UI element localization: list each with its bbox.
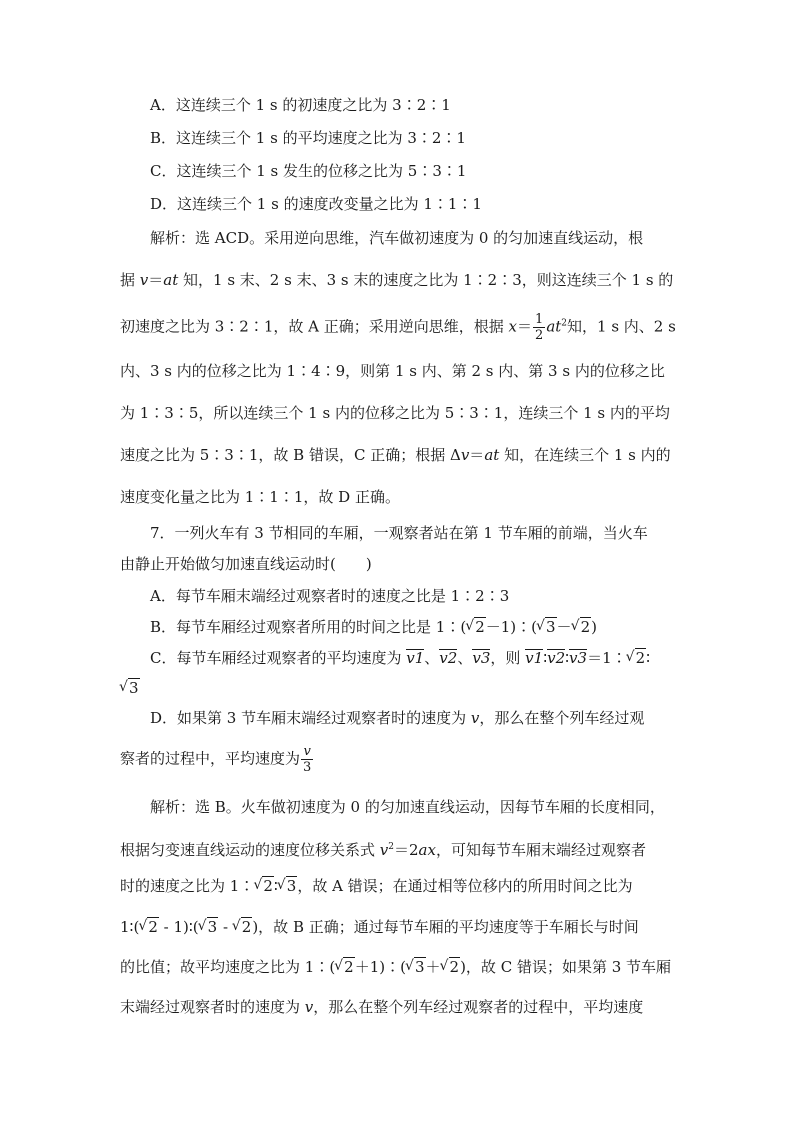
q6-analysis-line: 速度变化量之比为 1∶1∶1，故 D 正确。 [120,488,400,506]
q6-analysis-line: 为 1∶3∶5，所以连续三个 1 s 内的位移之比为 5∶3∶1，连续三个 1 s 内的平均 [120,404,670,422]
q7-analysis-line: 的比值；故平均速度之比为 1∶(√ 2＋1)∶(√ 3＋√ 2)，故 C 错误；如果第 3 节车厢 [120,957,671,977]
q6-analysis-line: 初速度之比为 3∶2∶1，故 A 正确；采用逆向思维，根据 x＝ $\frac{1}{2}$ $at^2$知，1 s 内、2 s [120,312,676,343]
q7-analysis-line: 1∶(√ 2 - 1)∶(√ 3 - √ 2)，故 B 正确；通过每节车厢的平均速度等于车厢长与时间 [120,917,639,937]
q6-analysis-line: 速度之比为 5∶3∶1，故 B 错误，C 正确；根据 Δv＝at 知，在连续三个 1 s 内的 [120,446,671,464]
fraction-one-half: $\frac{1}{2}$ [535,312,544,343]
q7-option-c-cont: √ 3 [120,678,140,698]
q6-analysis-line: 据 v＝at 知，1 s 末、2 s 末、3 s 末的速度之比为 1∶2∶3，则这连续三个 1 s 的 [120,271,674,289]
q7-option-a: A．每节车厢末端经过观察者时的速度之比是 1∶2∶3 [150,587,510,605]
q7-option-c: C．每节车厢经过观察者的平均速度为 v1、 v2、 v3，则 v1∶ v2∶ v3＝1∶√ 2∶ [150,648,650,668]
q7-analysis-line: 根据匀变速直线运动的速度位移关系式 $v^2=2ax$，可知每节车厢末端经过观察者 [120,841,646,859]
q6-analysis-line: 内、3 s 内的位移之比为 1∶4∶9，则第 1 s 内、第 2 s 内、第 3 s 内的位移之比 [120,362,665,380]
q6-analysis-line: 解析：选 ACD。采用逆向思维，汽车做初速度为 0 的匀加速直线运动，根 [150,229,644,247]
q7-analysis-line: 时的速度之比为 1∶√ 2∶√ 3，故 A 错误；在通过相等位移内的所用时间之比为 [120,876,633,896]
q6-option-a: A．这连续三个 1 s 的初速度之比为 3∶2∶1 [150,96,451,114]
q7-option-b: B．每节车厢经过观察者所用的时间之比是 1∶(√ 2－1)∶(√ 3－√ 2) [150,617,597,637]
q6-option-b: B．这连续三个 1 s 的平均速度之比为 3∶2∶1 [150,129,466,147]
q7-analysis-line: 解析：选 B。火车做初速度为 0 的匀加速直线运动，因每节车厢的长度相同， [150,798,665,816]
q6-option-c: C．这连续三个 1 s 发生的位移之比为 5∶3∶1 [150,162,467,180]
q7-stem: 7．一列火车有 3 节相同的车厢，一观察者站在第 1 节车厢的前端，当火车 [150,524,648,542]
fraction-v-over-3: $\frac{v}{3}$ [303,744,312,775]
q6-option-d: D．这连续三个 1 s 的速度改变量之比为 1∶1∶1 [150,195,482,213]
q7-option-d: D．如果第 3 节车厢末端经过观察者时的速度为 v，那么在整个列车经过观 [150,709,645,727]
q7-stem: 由静止开始做匀加速直线运动时( ) [120,555,372,573]
q7-option-d-cont: 察者的过程中，平均速度为 $\frac{v}{3}$ [120,744,312,775]
q7-analysis-line: 末端经过观察者时的速度为 v，那么在整个列车经过观察者的过程中，平均速度 [120,998,644,1016]
